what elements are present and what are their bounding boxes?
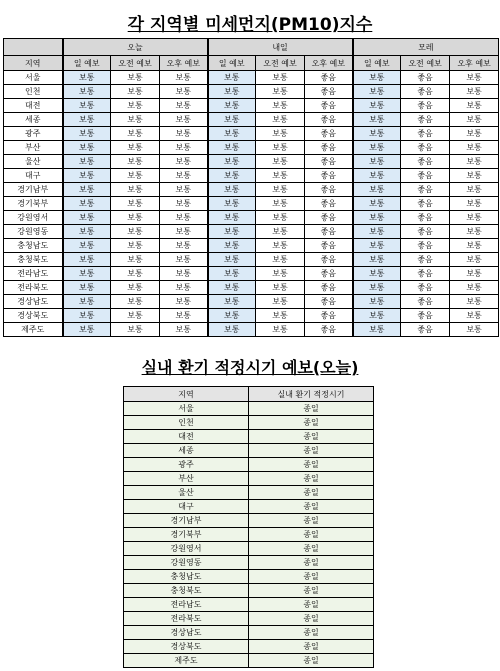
region-cell: 경상남도 (4, 295, 63, 309)
forecast-cell: 보통 (111, 281, 160, 295)
forecast-cell: 보통 (353, 309, 401, 323)
forecast-cell: 보통 (256, 239, 305, 253)
forecast-cell: 좋음 (401, 323, 450, 337)
forecast-cell: 좋음 (401, 239, 450, 253)
forecast-cell: 좋음 (305, 99, 353, 113)
forecast-cell: 보통 (256, 155, 305, 169)
vent-region-cell: 부산 (124, 472, 249, 486)
forecast-cell: 보통 (111, 323, 160, 337)
forecast-cell: 보통 (208, 85, 256, 99)
forecast-cell: 보통 (111, 141, 160, 155)
table-row (124, 640, 374, 654)
region-cell: 세종 (4, 113, 63, 127)
forecast-cell: 좋음 (401, 127, 450, 141)
forecast-cell: 보통 (208, 169, 256, 183)
ventilation-header-row (124, 387, 374, 402)
table-row (4, 71, 499, 85)
forecast-cell: 보통 (450, 71, 499, 85)
region-cell: 광주 (4, 127, 63, 141)
forecast-cell: 보통 (160, 239, 208, 253)
forecast-cell: 보통 (160, 169, 208, 183)
forecast-cell: 보통 (111, 71, 160, 85)
forecast-cell: 좋음 (305, 239, 353, 253)
vent-region-cell: 경기남부 (124, 514, 249, 528)
vent-time-cell: 종일 (249, 472, 374, 486)
forecast-cell: 보통 (256, 127, 305, 141)
forecast-cell: 보통 (111, 239, 160, 253)
forecast-cell: 보통 (111, 211, 160, 225)
forecast-cell: 보통 (111, 309, 160, 323)
forecast-cell: 보통 (256, 281, 305, 295)
forecast-cell: 보통 (208, 267, 256, 281)
forecast-cell: 보통 (208, 113, 256, 127)
forecast-cell: 보통 (160, 85, 208, 99)
forecast-cell: 보통 (208, 323, 256, 337)
forecast-cell: 보통 (160, 225, 208, 239)
ventilation-table-body (124, 402, 374, 668)
region-cell: 경기북부 (4, 197, 63, 211)
vent-region-cell: 세종 (124, 444, 249, 458)
forecast-cell: 보통 (256, 183, 305, 197)
forecast-cell: 보통 (111, 169, 160, 183)
table-row (124, 528, 374, 542)
vent-region-cell: 광주 (124, 458, 249, 472)
table-row (124, 514, 374, 528)
forecast-cell: 보통 (450, 169, 499, 183)
forecast-cell: 보통 (63, 113, 111, 127)
forecast-cell: 보통 (353, 281, 401, 295)
day-header-dayafter: 모레 (353, 39, 499, 56)
pm10-day-header-row (4, 39, 499, 56)
forecast-cell: 보통 (353, 141, 401, 155)
region-cell: 울산 (4, 155, 63, 169)
ventilation-table (123, 386, 374, 668)
forecast-cell: 좋음 (305, 323, 353, 337)
forecast-cell: 보통 (353, 239, 401, 253)
vent-region-cell: 충청북도 (124, 584, 249, 598)
table-row (4, 295, 499, 309)
forecast-cell: 보통 (63, 267, 111, 281)
forecast-cell: 보통 (160, 71, 208, 85)
forecast-cell: 보통 (63, 281, 111, 295)
forecast-cell: 보통 (353, 85, 401, 99)
forecast-cell: 보통 (353, 99, 401, 113)
table-row (124, 584, 374, 598)
forecast-cell: 보통 (63, 211, 111, 225)
forecast-cell: 보통 (160, 309, 208, 323)
forecast-cell: 보통 (450, 239, 499, 253)
vent-region-cell: 경기북부 (124, 528, 249, 542)
forecast-cell: 좋음 (401, 309, 450, 323)
forecast-cell: 보통 (353, 295, 401, 309)
sub-header: 오전 예보 (256, 56, 305, 71)
forecast-cell: 보통 (160, 113, 208, 127)
forecast-cell: 보통 (111, 197, 160, 211)
forecast-cell: 보통 (160, 141, 208, 155)
vent-time-cell: 종일 (249, 486, 374, 500)
region-cell: 인천 (4, 85, 63, 99)
sub-header: 일 예보 (63, 56, 111, 71)
table-row (124, 444, 374, 458)
forecast-cell: 보통 (353, 267, 401, 281)
sub-header: 오전 예보 (111, 56, 160, 71)
forecast-cell: 보통 (111, 253, 160, 267)
forecast-cell: 보통 (63, 183, 111, 197)
forecast-cell: 보통 (256, 71, 305, 85)
table-row (124, 402, 374, 416)
forecast-cell: 보통 (256, 267, 305, 281)
vent-time-cell: 종일 (249, 458, 374, 472)
forecast-cell: 보통 (450, 295, 499, 309)
forecast-cell: 보통 (63, 295, 111, 309)
forecast-cell: 보통 (450, 309, 499, 323)
vent-region-cell: 울산 (124, 486, 249, 500)
sub-header: 오후 예보 (450, 56, 499, 71)
forecast-cell: 좋음 (305, 85, 353, 99)
sub-header: 일 예보 (208, 56, 256, 71)
forecast-cell: 좋음 (305, 141, 353, 155)
forecast-cell: 보통 (63, 99, 111, 113)
forecast-cell: 보통 (256, 85, 305, 99)
forecast-cell: 보통 (160, 281, 208, 295)
table-row (124, 556, 374, 570)
forecast-cell: 보통 (353, 197, 401, 211)
forecast-cell: 좋음 (305, 295, 353, 309)
vent-time-cell: 종일 (249, 640, 374, 654)
table-row (124, 500, 374, 514)
forecast-cell: 좋음 (305, 211, 353, 225)
forecast-cell: 보통 (208, 127, 256, 141)
vent-time-cell: 종일 (249, 528, 374, 542)
table-row (124, 430, 374, 444)
vent-time-cell: 종일 (249, 500, 374, 514)
forecast-cell: 보통 (111, 183, 160, 197)
table-row (124, 458, 374, 472)
vent-region-cell: 전라남도 (124, 598, 249, 612)
forecast-cell: 보통 (63, 141, 111, 155)
vent-region-cell: 충청남도 (124, 570, 249, 584)
forecast-cell: 좋음 (401, 197, 450, 211)
vent-region-cell: 제주도 (124, 654, 249, 668)
forecast-cell: 좋음 (401, 183, 450, 197)
forecast-cell: 보통 (256, 253, 305, 267)
forecast-cell: 보통 (160, 211, 208, 225)
forecast-cell: 좋음 (401, 211, 450, 225)
forecast-cell: 보통 (160, 155, 208, 169)
forecast-cell: 보통 (450, 267, 499, 281)
forecast-cell: 보통 (63, 253, 111, 267)
forecast-cell: 보통 (450, 113, 499, 127)
region-cell: 충청남도 (4, 239, 63, 253)
table-row (4, 127, 499, 141)
forecast-cell: 보통 (256, 225, 305, 239)
pm10-table (3, 38, 499, 337)
table-row (4, 225, 499, 239)
forecast-cell: 보통 (256, 323, 305, 337)
forecast-cell: 좋음 (401, 169, 450, 183)
region-cell: 전라남도 (4, 267, 63, 281)
table-row (124, 416, 374, 430)
region-cell: 충청북도 (4, 253, 63, 267)
region-header-blank (4, 39, 63, 56)
vent-time-cell: 종일 (249, 416, 374, 430)
region-cell: 경기남부 (4, 183, 63, 197)
sub-header: 오전 예보 (401, 56, 450, 71)
region-cell: 전라북도 (4, 281, 63, 295)
forecast-cell: 좋음 (401, 85, 450, 99)
forecast-cell: 보통 (450, 127, 499, 141)
forecast-cell: 보통 (208, 239, 256, 253)
ventilation-title: 실내 환기 적정시기 예보(오늘) (141, 358, 359, 377)
table-row (4, 309, 499, 323)
forecast-cell: 보통 (353, 323, 401, 337)
vent-time-cell: 종일 (249, 626, 374, 640)
vent-region-cell: 전라북도 (124, 612, 249, 626)
sub-header: 오후 예보 (160, 56, 208, 71)
forecast-cell: 보통 (450, 183, 499, 197)
forecast-cell: 보통 (353, 211, 401, 225)
forecast-cell: 좋음 (305, 281, 353, 295)
table-row (124, 612, 374, 626)
forecast-cell: 좋음 (305, 253, 353, 267)
forecast-cell: 보통 (63, 155, 111, 169)
vent-time-cell: 종일 (249, 542, 374, 556)
table-row (4, 113, 499, 127)
forecast-cell: 좋음 (401, 267, 450, 281)
forecast-cell: 좋음 (305, 197, 353, 211)
pm10-table-body (4, 71, 499, 337)
forecast-cell: 보통 (353, 169, 401, 183)
forecast-cell: 좋음 (305, 309, 353, 323)
region-cell: 서울 (4, 71, 63, 85)
forecast-cell: 보통 (111, 225, 160, 239)
forecast-cell: 보통 (208, 225, 256, 239)
forecast-cell: 보통 (256, 197, 305, 211)
forecast-cell: 보통 (160, 99, 208, 113)
table-row (124, 570, 374, 584)
region-cell: 대구 (4, 169, 63, 183)
forecast-cell: 좋음 (401, 71, 450, 85)
forecast-cell: 보통 (208, 197, 256, 211)
forecast-cell: 보통 (256, 295, 305, 309)
day-header-tomorrow: 내일 (208, 39, 353, 56)
forecast-cell: 보통 (208, 281, 256, 295)
forecast-cell: 좋음 (305, 71, 353, 85)
forecast-cell: 좋음 (305, 169, 353, 183)
forecast-cell: 보통 (160, 295, 208, 309)
region-header: 지역 (4, 56, 63, 71)
vent-region-header: 지역 (124, 387, 249, 402)
forecast-cell: 보통 (208, 141, 256, 155)
forecast-cell: 보통 (450, 225, 499, 239)
forecast-cell: 보통 (450, 99, 499, 113)
vent-time-cell: 종일 (249, 598, 374, 612)
forecast-cell: 보통 (111, 155, 160, 169)
forecast-cell: 좋음 (401, 253, 450, 267)
table-row (4, 281, 499, 295)
forecast-cell: 보통 (160, 323, 208, 337)
forecast-cell: 좋음 (401, 225, 450, 239)
forecast-cell: 보통 (208, 155, 256, 169)
table-row (4, 183, 499, 197)
forecast-cell: 보통 (111, 85, 160, 99)
forecast-cell: 보통 (256, 309, 305, 323)
forecast-cell: 좋음 (401, 141, 450, 155)
forecast-cell: 보통 (160, 253, 208, 267)
forecast-cell: 보통 (450, 141, 499, 155)
forecast-cell: 보통 (111, 113, 160, 127)
forecast-cell: 보통 (256, 141, 305, 155)
forecast-cell: 보통 (256, 211, 305, 225)
forecast-cell: 좋음 (401, 295, 450, 309)
region-cell: 강원영서 (4, 211, 63, 225)
forecast-cell: 보통 (160, 127, 208, 141)
forecast-cell: 보통 (63, 85, 111, 99)
forecast-cell: 보통 (450, 281, 499, 295)
vent-time-cell: 종일 (249, 556, 374, 570)
forecast-cell: 보통 (208, 71, 256, 85)
vent-time-cell: 종일 (249, 612, 374, 626)
vent-region-cell: 인천 (124, 416, 249, 430)
forecast-cell: 보통 (63, 127, 111, 141)
forecast-cell: 보통 (450, 253, 499, 267)
forecast-cell: 좋음 (305, 183, 353, 197)
forecast-cell: 보통 (111, 127, 160, 141)
forecast-cell: 보통 (63, 71, 111, 85)
forecast-cell: 보통 (450, 323, 499, 337)
vent-region-cell: 서울 (124, 402, 249, 416)
forecast-cell: 보통 (63, 225, 111, 239)
forecast-cell: 좋음 (305, 267, 353, 281)
vent-time-cell: 종일 (249, 402, 374, 416)
forecast-cell: 보통 (353, 113, 401, 127)
forecast-cell: 보통 (208, 309, 256, 323)
vent-time-cell: 종일 (249, 654, 374, 668)
forecast-cell: 보통 (256, 169, 305, 183)
vent-time-cell: 종일 (249, 514, 374, 528)
table-row (124, 472, 374, 486)
sub-header: 일 예보 (353, 56, 401, 71)
forecast-cell: 좋음 (305, 127, 353, 141)
forecast-cell: 보통 (353, 71, 401, 85)
vent-region-cell: 경상남도 (124, 626, 249, 640)
forecast-cell: 보통 (111, 267, 160, 281)
region-cell: 제주도 (4, 323, 63, 337)
forecast-cell: 보통 (208, 295, 256, 309)
sub-header: 오후 예보 (305, 56, 353, 71)
forecast-cell: 좋음 (401, 99, 450, 113)
vent-region-cell: 경상북도 (124, 640, 249, 654)
forecast-cell: 보통 (353, 253, 401, 267)
table-row (4, 155, 499, 169)
table-row (4, 267, 499, 281)
forecast-cell: 좋음 (305, 225, 353, 239)
forecast-cell: 보통 (160, 197, 208, 211)
table-row (124, 486, 374, 500)
table-row (4, 99, 499, 113)
forecast-cell: 보통 (63, 169, 111, 183)
vent-time-cell: 종일 (249, 430, 374, 444)
forecast-cell: 보통 (450, 211, 499, 225)
vent-time-cell: 종일 (249, 584, 374, 598)
table-row (4, 141, 499, 155)
forecast-cell: 보통 (208, 99, 256, 113)
region-cell: 대전 (4, 99, 63, 113)
forecast-cell: 좋음 (305, 155, 353, 169)
forecast-cell: 보통 (160, 183, 208, 197)
table-row (124, 598, 374, 612)
vent-region-cell: 강원영동 (124, 556, 249, 570)
forecast-cell: 보통 (63, 323, 111, 337)
vent-time-header: 실내 환기 적정시기 (249, 387, 374, 402)
vent-time-cell: 종일 (249, 444, 374, 458)
table-row (4, 85, 499, 99)
forecast-cell: 보통 (256, 99, 305, 113)
region-cell: 부산 (4, 141, 63, 155)
table-row (124, 626, 374, 640)
forecast-cell: 보통 (63, 197, 111, 211)
table-row (4, 169, 499, 183)
table-row (4, 197, 499, 211)
pm10-title: 각 지역별 미세먼지(PM10)지수 (127, 15, 373, 35)
table-row (4, 253, 499, 267)
vent-region-cell: 강원영서 (124, 542, 249, 556)
forecast-cell: 보통 (160, 267, 208, 281)
forecast-cell: 좋음 (401, 113, 450, 127)
forecast-cell: 보통 (450, 197, 499, 211)
region-cell: 경상북도 (4, 309, 63, 323)
table-row (124, 542, 374, 556)
forecast-cell: 보통 (353, 127, 401, 141)
region-cell: 강원영동 (4, 225, 63, 239)
forecast-cell: 좋음 (305, 113, 353, 127)
table-row (4, 323, 499, 337)
forecast-cell: 보통 (111, 295, 160, 309)
forecast-cell: 보통 (450, 155, 499, 169)
forecast-cell: 보통 (208, 253, 256, 267)
forecast-cell: 좋음 (401, 281, 450, 295)
forecast-cell: 보통 (208, 183, 256, 197)
vent-region-cell: 대구 (124, 500, 249, 514)
forecast-cell: 보통 (353, 183, 401, 197)
day-header-today: 오늘 (63, 39, 208, 56)
forecast-cell: 보통 (208, 211, 256, 225)
table-row (4, 239, 499, 253)
forecast-cell: 좋음 (401, 155, 450, 169)
forecast-cell: 보통 (450, 85, 499, 99)
forecast-cell: 보통 (353, 225, 401, 239)
pm10-sub-header-row (4, 56, 499, 71)
forecast-cell: 보통 (63, 239, 111, 253)
forecast-cell: 보통 (111, 99, 160, 113)
forecast-cell: 보통 (353, 155, 401, 169)
vent-time-cell: 종일 (249, 570, 374, 584)
table-row (124, 654, 374, 668)
vent-region-cell: 대전 (124, 430, 249, 444)
table-row (4, 211, 499, 225)
forecast-cell: 보통 (63, 309, 111, 323)
forecast-cell: 보통 (256, 113, 305, 127)
